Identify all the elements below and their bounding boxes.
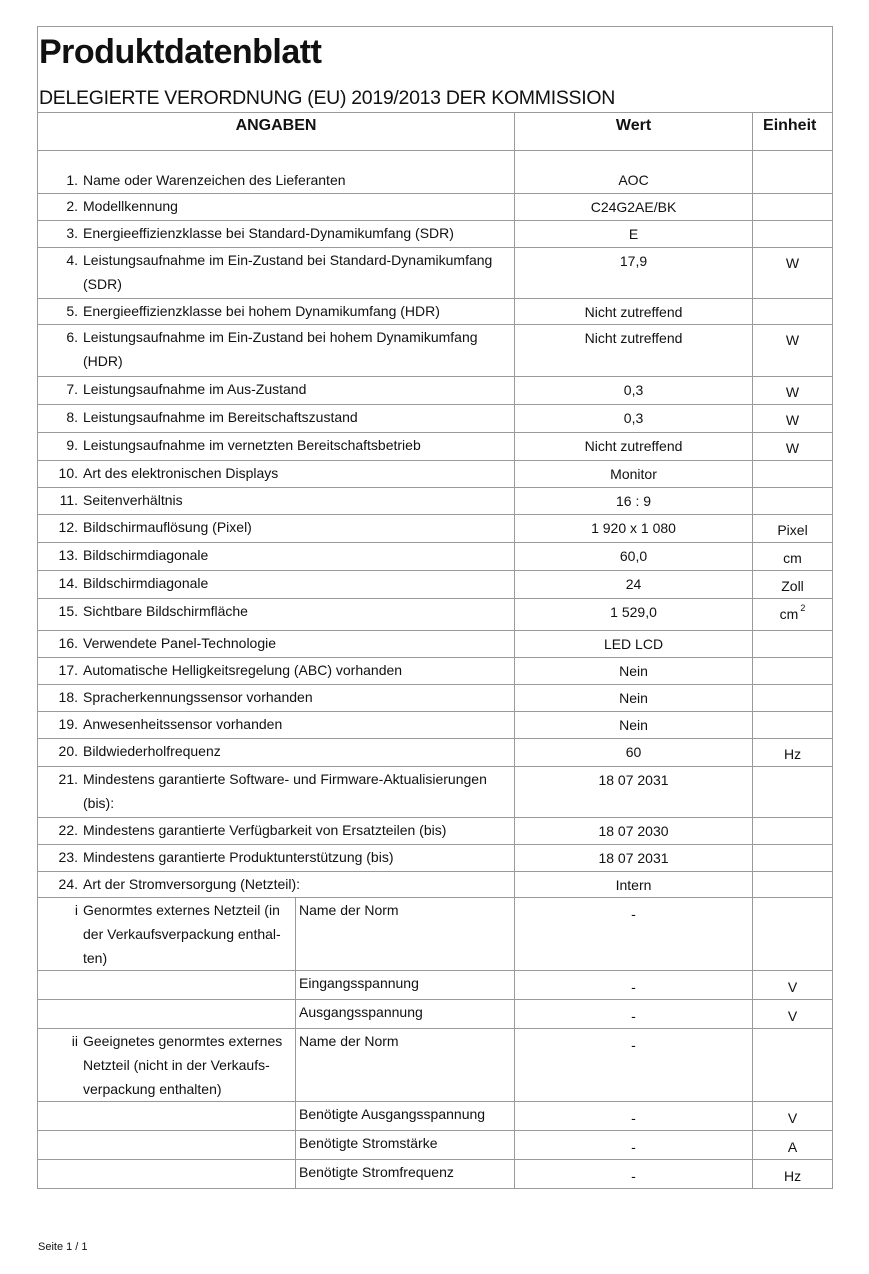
table-row: [38, 151, 833, 194]
table-row: [38, 433, 833, 461]
row-label: Energieeffizienzklasse bei Standard-Dynamikumfang (SDR): [83, 225, 454, 241]
row-unit: [753, 712, 833, 739]
row-label: Mindestens garantierte Software- und Firmware-Aktualisierungen (bis):: [83, 771, 487, 811]
row-label: Bildwiederholfrequenz: [83, 743, 221, 759]
row-label: Modellkennung: [83, 198, 178, 214]
unit-text: Pixel: [777, 522, 808, 538]
row-label-cell: [38, 488, 515, 515]
row-number: 15.: [58, 603, 78, 619]
table-row: [38, 845, 833, 872]
psu-item-label: Ausgangsspannung: [296, 1000, 515, 1029]
row-value: 24: [515, 571, 753, 599]
table-row: [38, 571, 833, 599]
row-label: Seitenverhältnis: [83, 492, 183, 508]
psu-item-value: -: [515, 971, 753, 1000]
table-row: [38, 739, 833, 767]
row-unit: [753, 658, 833, 685]
header-wert: Wert: [515, 113, 753, 151]
psu-item-value: -: [515, 898, 753, 971]
row-label-cell: [38, 377, 515, 405]
row-number: 17.: [58, 662, 78, 678]
row-unit: [753, 599, 833, 631]
row-label-cell: [38, 221, 515, 248]
unit-text: cm: [779, 606, 799, 622]
psu-item-unit: V: [753, 1000, 833, 1029]
row-number: 3.: [66, 225, 78, 241]
psu-item-unit: Hz: [753, 1160, 833, 1189]
row-unit: [753, 248, 833, 299]
table-row: [38, 767, 833, 818]
row-unit: [753, 377, 833, 405]
row-value: 1 920 x 1 080: [515, 515, 753, 543]
psu-item-value: -: [515, 1102, 753, 1131]
table-row: [38, 377, 833, 405]
psu-row: [38, 1160, 833, 1189]
row-label-cell: [38, 712, 515, 739]
unit-text: Zoll: [781, 578, 804, 594]
table-row: [38, 685, 833, 712]
row-number: 18.: [58, 689, 78, 705]
empty-cell: [38, 1160, 296, 1189]
table-row: [38, 818, 833, 845]
row-label: Leistungsaufnahme im Aus-Zustand: [83, 381, 307, 397]
row-label: Bildschirmdiagonale: [83, 575, 209, 591]
product-data-table: [37, 112, 833, 1189]
row-label-cell: [38, 433, 515, 461]
row-number: 6.: [66, 329, 78, 345]
psu-item-value: -: [515, 1160, 753, 1189]
table-header-row: [38, 113, 833, 151]
row-number: 24.: [58, 876, 78, 892]
table-row: [38, 194, 833, 221]
document-header: [37, 26, 833, 113]
row-label: Leistungsaufnahme im Ein-Zustand bei Standard-Dynamikumfang (SDR): [83, 252, 493, 292]
row-label: Anwesenheitssensor vorhanden: [83, 716, 283, 732]
row-label-cell: [38, 461, 515, 488]
psu-item-unit: A: [753, 1131, 833, 1160]
row-unit: [753, 845, 833, 872]
row-value: 0,3: [515, 405, 753, 433]
psu-item-value: -: [515, 1131, 753, 1160]
row-label-cell: [38, 248, 515, 299]
table-row: [38, 248, 833, 299]
unit-superscript: 2: [800, 603, 806, 613]
row-unit: [753, 194, 833, 221]
row-label: Automatische Helligkeitsregelung (ABC) vorhanden: [83, 662, 403, 678]
row-label: Leistungsaufnahme im vernetzten Bereitschaftsbetrieb: [83, 437, 421, 453]
unit-text: W: [785, 255, 800, 271]
row-value: 16 : 9: [515, 488, 753, 515]
unit-text: cm: [783, 550, 802, 566]
psu-row: [38, 898, 833, 971]
row-label-cell: [38, 543, 515, 571]
row-value: Nicht zutreffend: [515, 433, 753, 461]
unit-text: W: [785, 440, 800, 456]
row-label-cell: [38, 658, 515, 685]
row-number: 20.: [58, 743, 78, 759]
table-row: [38, 599, 833, 631]
header-einheit: Einheit: [753, 113, 833, 151]
row-value: 18 07 2031: [515, 845, 753, 872]
psu-group-number: ii: [71, 1033, 78, 1049]
row-value: 0,3: [515, 377, 753, 405]
page-number: Seite 1 / 1: [38, 1241, 88, 1253]
row-value: 18 07 2031: [515, 767, 753, 818]
row-value: Nein: [515, 658, 753, 685]
row-unit: [753, 543, 833, 571]
row-label-cell: [38, 739, 515, 767]
row-unit: [753, 325, 833, 377]
row-unit: [753, 872, 833, 898]
empty-cell: [38, 1131, 296, 1160]
row-unit: [753, 739, 833, 767]
row-number: 2.: [66, 198, 78, 214]
row-number: 1.: [66, 172, 78, 188]
row-label: Verwendete Panel-Technologie: [83, 635, 277, 651]
row-number: 11.: [59, 492, 78, 508]
row-label-cell: [38, 151, 515, 194]
row-value: Nicht zutreffend: [515, 299, 753, 325]
table-row: [38, 515, 833, 543]
psu-item-unit: V: [753, 1102, 833, 1131]
row-label-cell: [38, 599, 515, 631]
row-label-cell: [38, 299, 515, 325]
row-unit: [753, 767, 833, 818]
row-value: AOC: [515, 151, 753, 194]
row-label-cell: [38, 685, 515, 712]
row-label: Leistungsaufnahme im Bereitschaftszustand: [83, 409, 358, 425]
unit-text: W: [785, 384, 800, 400]
row-label-cell: [38, 631, 515, 658]
table-row: [38, 712, 833, 739]
row-label: Bildschirmdiagonale: [83, 547, 209, 563]
psu-row: [38, 1029, 833, 1102]
row-number: 9.: [66, 437, 78, 453]
row-value: 18 07 2030: [515, 818, 753, 845]
row-unit: [753, 221, 833, 248]
row-label: Art der Stromversorgung (Netzteil):: [83, 876, 301, 892]
psu-row: [38, 1000, 833, 1029]
psu-row: [38, 971, 833, 1000]
row-number: 13.: [58, 547, 78, 563]
row-label: Leistungsaufnahme im Ein-Zustand bei hohem Dynamikumfang (HDR): [83, 329, 478, 369]
row-number: 14.: [58, 575, 78, 591]
row-unit: [753, 818, 833, 845]
row-value: Intern: [515, 872, 753, 898]
row-number: 7.: [66, 381, 78, 397]
document-subtitle: DELEGIERTE VERORDNUNG (EU) 2019/2013 DER KOMMISSION: [39, 87, 615, 109]
row-number: 4.: [66, 252, 78, 268]
row-number: 16.: [58, 635, 78, 651]
table-row: [38, 221, 833, 248]
psu-group-label: Geeignetes genormtes externes Netzteil (nicht in der Verkaufs-verpackung enthalten): [83, 1033, 283, 1097]
row-label-cell: [38, 767, 515, 818]
row-number: 10.: [58, 465, 78, 481]
row-label: Art des elektronischen Displays: [83, 465, 279, 481]
psu-row: [38, 1131, 833, 1160]
row-unit: [753, 433, 833, 461]
psu-group-label-cell: [38, 898, 296, 971]
row-label-cell: [38, 845, 515, 872]
psu-item-label: Benötigte Ausgangsspannung: [296, 1102, 515, 1131]
empty-cell: [38, 1102, 296, 1131]
row-value: Nicht zutreffend: [515, 325, 753, 377]
row-unit: [753, 405, 833, 433]
row-label: Mindestens garantierte Verfügbarkeit von Ersatzteilen (bis): [83, 822, 447, 838]
row-value: Monitor: [515, 461, 753, 488]
row-value: C24G2AE/BK: [515, 194, 753, 221]
psu-item-label: Name der Norm: [296, 1029, 515, 1102]
row-value: 1 529,0: [515, 599, 753, 631]
table-row: [38, 299, 833, 325]
row-value: E: [515, 221, 753, 248]
row-unit: [753, 488, 833, 515]
unit-text: W: [785, 412, 800, 428]
table-row: [38, 543, 833, 571]
row-label-cell: [38, 405, 515, 433]
row-label-cell: [38, 818, 515, 845]
header-angaben: ANGABEN: [38, 113, 515, 151]
row-number: 23.: [58, 849, 78, 865]
row-unit: [753, 461, 833, 488]
table-row: [38, 631, 833, 658]
row-label-cell: [38, 325, 515, 377]
row-label: Spracherkennungssensor vorhanden: [83, 689, 313, 705]
psu-row: [38, 1102, 833, 1131]
row-unit: [753, 151, 833, 194]
document-title: Produktdatenblatt: [39, 33, 322, 71]
psu-item-label: Benötigte Stromfrequenz: [296, 1160, 515, 1189]
table-row: [38, 658, 833, 685]
psu-item-value: -: [515, 1000, 753, 1029]
table-row: [38, 488, 833, 515]
row-label: Sichtbare Bildschirmfläche: [83, 603, 248, 619]
row-number: 5.: [66, 303, 78, 319]
row-value: Nein: [515, 712, 753, 739]
row-label: Mindestens garantierte Produktunterstützung (bis): [83, 849, 394, 865]
unit-text: W: [785, 332, 800, 348]
row-number: 22.: [58, 822, 78, 838]
row-unit: [753, 299, 833, 325]
row-number: 21.: [58, 771, 78, 787]
row-unit: [753, 571, 833, 599]
row-label-cell: [38, 872, 515, 898]
empty-cell: [38, 971, 296, 1000]
row-value: LED LCD: [515, 631, 753, 658]
row-unit: [753, 515, 833, 543]
empty-cell: [38, 1000, 296, 1029]
row-label-cell: [38, 515, 515, 543]
psu-group-label-cell: [38, 1029, 296, 1102]
table-row: [38, 325, 833, 377]
row-label-cell: [38, 194, 515, 221]
row-label-cell: [38, 571, 515, 599]
psu-item-unit: [753, 1029, 833, 1102]
row-label: Energieeffizienzklasse bei hohem Dynamikumfang (HDR): [83, 303, 440, 319]
row-value: 17,9: [515, 248, 753, 299]
psu-group-label: Genormtes externes Netzteil (in der Verkaufsverpackung enthal-ten): [83, 902, 281, 966]
table-row: [38, 461, 833, 488]
table-row: [38, 405, 833, 433]
psu-item-value: -: [515, 1029, 753, 1102]
table-row: [38, 872, 833, 898]
row-unit: [753, 685, 833, 712]
psu-item-label: Name der Norm: [296, 898, 515, 971]
row-value: Nein: [515, 685, 753, 712]
row-number: 12.: [58, 519, 78, 535]
row-value: 60,0: [515, 543, 753, 571]
unit-text: Hz: [783, 746, 802, 762]
row-unit: [753, 631, 833, 658]
row-value: 60: [515, 739, 753, 767]
row-label: Name oder Warenzeichen des Lieferanten: [83, 172, 346, 188]
psu-group-number: i: [74, 902, 78, 918]
psu-item-label: Benötigte Stromstärke: [296, 1131, 515, 1160]
row-number: 19.: [58, 716, 78, 732]
psu-item-label: Eingangsspannung: [296, 971, 515, 1000]
psu-item-unit: V: [753, 971, 833, 1000]
psu-item-unit: [753, 898, 833, 971]
row-label: Bildschirmauflösung (Pixel): [83, 519, 252, 535]
row-number: 8.: [66, 409, 78, 425]
